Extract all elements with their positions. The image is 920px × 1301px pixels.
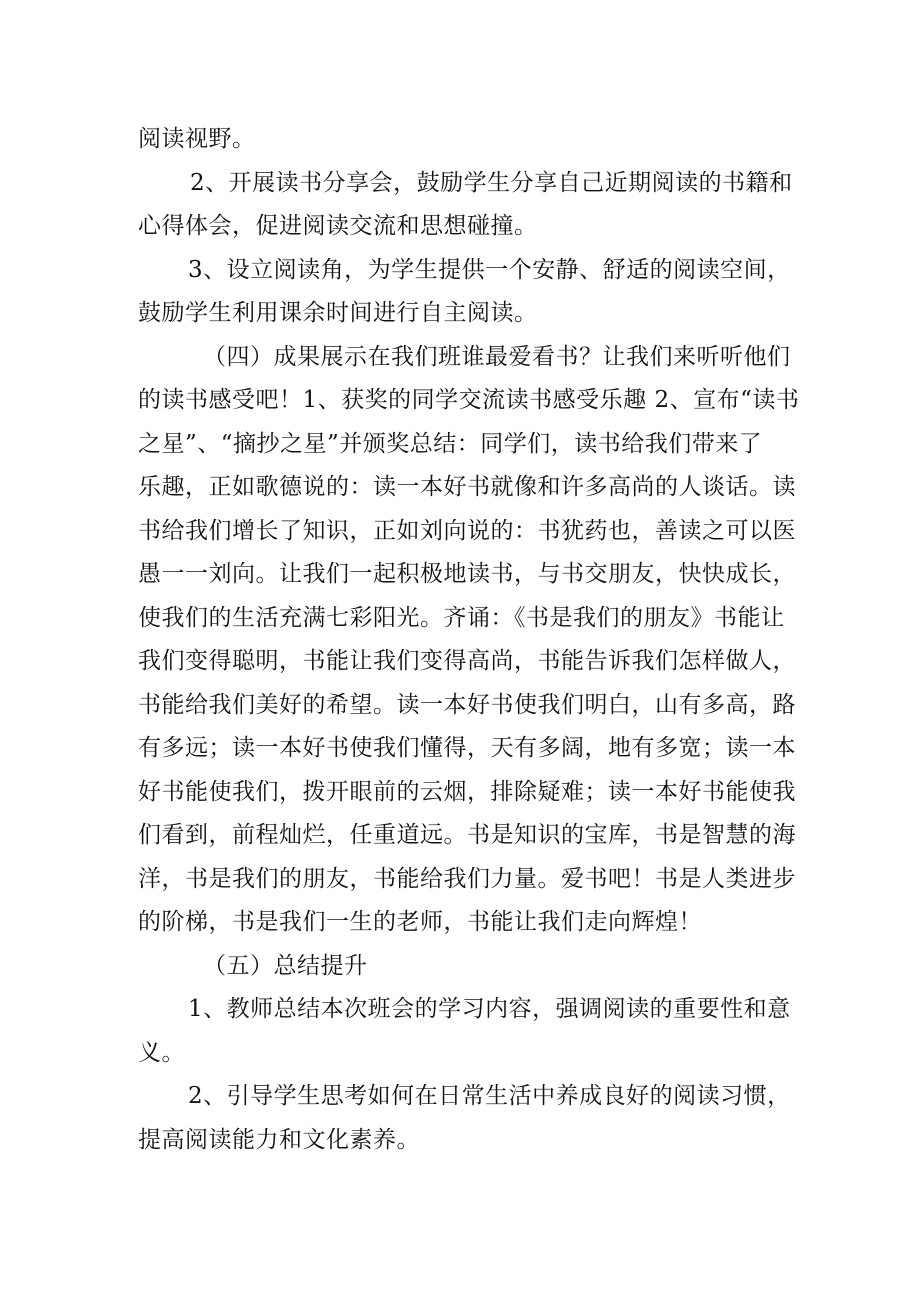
document-body	[138, 118, 800, 1162]
text-line: 有多远；读一本好书使我们懂得，天有多阔，地有多宽；读一本	[138, 735, 796, 761]
text-line: 鼓励学生利用课余时间进行自主阅读。	[138, 300, 538, 326]
section-heading-5: （五）总结提升	[203, 952, 368, 979]
text-line: 们看到，前程灿烂，任重道远。书是知识的宝库，书是智慧的海	[138, 822, 796, 848]
text-line: 心得体会，促进阅读交流和思想碰撞。	[138, 213, 538, 239]
text-line: 之星”、“摘抄之星”并颁奖总结：同学们，读书给我们带来了	[138, 430, 763, 457]
text-line: 书给我们增长了知识，正如刘向说的：书犹药也，善读之可以医	[138, 517, 796, 544]
text-line: 愚一一刘向。让我们一起积极地读书，与书交朋友，快快成长，	[138, 561, 796, 587]
text-line: 的读书感受吧！1、获奖的同学交流读书感受乐趣 2、宣布“读书	[138, 387, 800, 413]
text-line: 书能给我们美好的希望。读一本好书使我们明白，山有多高，路	[138, 691, 796, 718]
text-line: 使我们的生活充满七彩阳光。齐诵：《书是我们的朋友》书能让	[138, 604, 785, 631]
text-line: 1、教师总结本次班会的学习内容，强调阅读的重要性和意	[188, 996, 791, 1022]
text-line: 义。	[138, 1039, 185, 1066]
section-heading-4: （四）成果展示在我们班谁最爱看书？让我们来听听他们	[203, 343, 791, 370]
text-line: 3、设立阅读角，为学生提供一个安静、舒适的阅读空间，	[188, 256, 791, 283]
text-line: 提高阅读能力和文化素养。	[138, 1126, 420, 1153]
text-line: 乐趣，正如歌德说的：读一本好书就像和许多高尚的人谈话。读	[138, 474, 796, 500]
text-line: 好书能使我们，拨开眼前的云烟，排除疑难；读一本好书能使我	[138, 778, 796, 805]
text-line: 洋，书是我们的朋友，书能给我们力量。爱书吧！书是人类进步	[138, 865, 796, 892]
text-line: 我们变得聪明，书能让我们变得高尚，书能告诉我们怎样做人，	[138, 648, 796, 674]
text-line: 阅读视野。	[138, 126, 256, 152]
text-line: 2、开展读书分享会，鼓励学生分享自己近期阅读的书籍和	[190, 169, 793, 196]
text-line: 的阶梯，书是我们一生的老师，书能让我们走向辉煌！	[138, 909, 702, 935]
text-line: 2、引导学生思考如何在日常生活中养成良好的阅读习惯，	[188, 1083, 791, 1109]
